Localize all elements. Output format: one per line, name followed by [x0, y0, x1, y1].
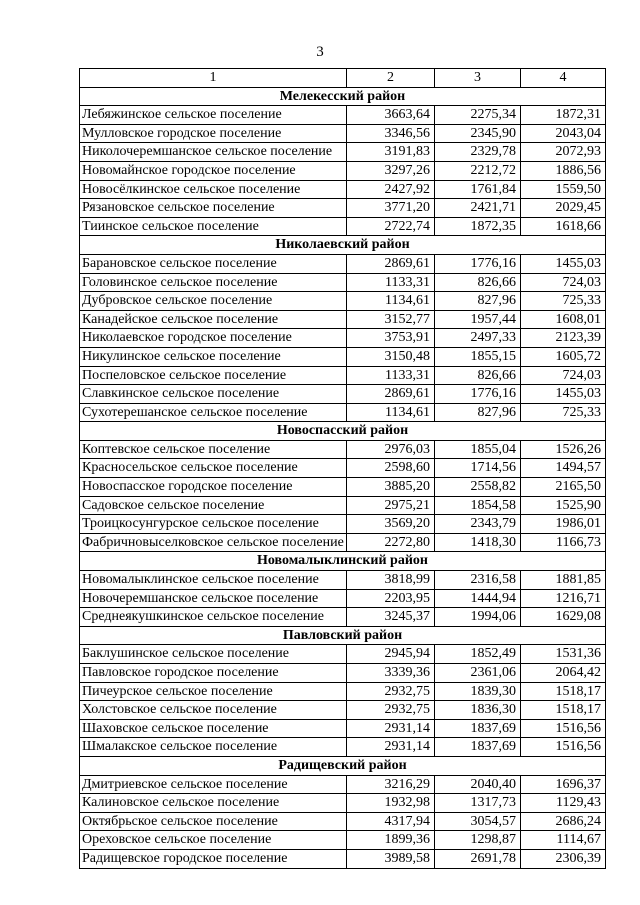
value-cell-col4: 725,33	[521, 292, 606, 311]
value-cell-col3: 827,96	[435, 292, 521, 311]
value-cell-col3: 826,66	[435, 366, 521, 385]
settlement-name-cell: Мулловское городское поселение	[80, 124, 347, 143]
page-number: 3	[316, 44, 324, 60]
column-header: 4	[521, 69, 606, 88]
value-cell-col3: 1839,30	[435, 682, 521, 701]
table-row	[80, 589, 606, 608]
table-row	[80, 775, 606, 794]
value-cell-col2: 1134,61	[347, 403, 435, 422]
value-cell-col2: 3339,36	[347, 664, 435, 683]
value-cell-col4: 724,03	[521, 366, 606, 385]
table-row	[80, 403, 606, 422]
value-cell-col3: 1957,44	[435, 310, 521, 329]
settlement-values-table	[79, 68, 606, 869]
table-row	[80, 738, 606, 757]
table-row	[80, 849, 606, 868]
value-cell-col2: 3150,48	[347, 347, 435, 366]
settlement-name-cell: Шаховское сельское поселение	[80, 719, 347, 738]
district-header-row	[80, 422, 606, 441]
settlement-name-cell: Красносельское сельское поселение	[80, 459, 347, 478]
district-header-row	[80, 236, 606, 255]
value-cell-col4: 1531,36	[521, 645, 606, 664]
table-row	[80, 515, 606, 534]
table-row	[80, 124, 606, 143]
value-cell-col2: 2598,60	[347, 459, 435, 478]
table-row	[80, 217, 606, 236]
value-cell-col4: 1216,71	[521, 589, 606, 608]
table-row	[80, 385, 606, 404]
value-cell-col3: 2212,72	[435, 161, 521, 180]
value-cell-col3: 1418,30	[435, 533, 521, 552]
value-cell-col3: 1852,49	[435, 645, 521, 664]
value-cell-col2: 3771,20	[347, 199, 435, 218]
settlement-name-cell: Дмитриевское сельское поселение	[80, 775, 347, 794]
value-cell-col2: 1932,98	[347, 794, 435, 813]
value-cell-col4: 725,33	[521, 403, 606, 422]
settlement-name-cell: Фабричновыселковское сельское поселение	[80, 533, 347, 552]
value-cell-col4: 1518,17	[521, 701, 606, 720]
value-cell-col3: 1837,69	[435, 719, 521, 738]
value-cell-col3: 1836,30	[435, 701, 521, 720]
table-row	[80, 273, 606, 292]
value-cell-col4: 1629,08	[521, 608, 606, 627]
value-cell-col3: 2497,33	[435, 329, 521, 348]
settlement-name-cell: Новоспасское городское поселение	[80, 478, 347, 497]
value-cell-col3: 2361,06	[435, 664, 521, 683]
settlement-name-cell: Шмалакское сельское поселение	[80, 738, 347, 757]
value-cell-col4: 1516,56	[521, 738, 606, 757]
settlement-name-cell: Поспеловское сельское поселение	[80, 366, 347, 385]
settlement-name-cell: Холстовское сельское поселение	[80, 701, 347, 720]
settlement-name-cell: Коптевское сельское поселение	[80, 440, 347, 459]
value-cell-col2: 2932,75	[347, 701, 435, 720]
table-row	[80, 310, 606, 329]
settlement-name-cell: Сухотерешанское сельское поселение	[80, 403, 347, 422]
value-cell-col3: 1994,06	[435, 608, 521, 627]
value-cell-col3: 1855,04	[435, 440, 521, 459]
table-row	[80, 143, 606, 162]
value-cell-col4: 2072,93	[521, 143, 606, 162]
value-cell-col4: 1516,56	[521, 719, 606, 738]
table-row	[80, 831, 606, 850]
settlement-name-cell: Новомайнское городское поселение	[80, 161, 347, 180]
district-name: Новомалыклинский район	[80, 552, 606, 571]
value-cell-col4: 1526,26	[521, 440, 606, 459]
value-cell-col4: 1696,37	[521, 775, 606, 794]
settlement-name-cell: Лебяжинское сельское поселение	[80, 106, 347, 125]
value-cell-col3: 2691,78	[435, 849, 521, 868]
value-cell-col3: 2329,78	[435, 143, 521, 162]
value-cell-col2: 2272,80	[347, 533, 435, 552]
value-cell-col2: 2722,74	[347, 217, 435, 236]
value-cell-col4: 1618,66	[521, 217, 606, 236]
table-row	[80, 571, 606, 590]
settlement-name-cell: Славкинское сельское поселение	[80, 385, 347, 404]
value-cell-col4: 1494,57	[521, 459, 606, 478]
settlement-name-cell: Среднеякушкинское сельское поселение	[80, 608, 347, 627]
value-cell-col2: 1899,36	[347, 831, 435, 850]
value-cell-col2: 3191,83	[347, 143, 435, 162]
table-row	[80, 440, 606, 459]
value-cell-col3: 1776,16	[435, 385, 521, 404]
value-cell-col4: 1455,03	[521, 385, 606, 404]
value-cell-col2: 1133,31	[347, 366, 435, 385]
column-header: 1	[80, 69, 347, 88]
table-row	[80, 292, 606, 311]
district-name: Николаевский район	[80, 236, 606, 255]
value-cell-col2: 2869,61	[347, 385, 435, 404]
value-cell-col2: 3885,20	[347, 478, 435, 497]
value-cell-col4: 1455,03	[521, 254, 606, 273]
value-cell-col2: 1134,61	[347, 292, 435, 311]
district-header-row	[80, 552, 606, 571]
value-cell-col4: 1605,72	[521, 347, 606, 366]
district-header-row	[80, 756, 606, 775]
table-row	[80, 366, 606, 385]
value-cell-col2: 1133,31	[347, 273, 435, 292]
table-row	[80, 478, 606, 497]
value-cell-col2: 2427,92	[347, 180, 435, 199]
value-cell-col4: 1129,43	[521, 794, 606, 813]
value-cell-col2: 2931,14	[347, 719, 435, 738]
settlement-name-cell: Тиинское сельское поселение	[80, 217, 347, 236]
value-cell-col3: 1872,35	[435, 217, 521, 236]
value-cell-col4: 2686,24	[521, 812, 606, 831]
settlement-name-cell: Канадейское сельское поселение	[80, 310, 347, 329]
value-cell-col3: 1837,69	[435, 738, 521, 757]
value-cell-col3: 2040,40	[435, 775, 521, 794]
district-name: Павловский район	[80, 626, 606, 645]
value-cell-col4: 2029,45	[521, 199, 606, 218]
value-cell-col3: 1855,15	[435, 347, 521, 366]
value-cell-col4: 2306,39	[521, 849, 606, 868]
settlement-name-cell: Рязановское сельское поселение	[80, 199, 347, 218]
value-cell-col4: 1886,56	[521, 161, 606, 180]
settlement-name-cell: Садовское сельское поселение	[80, 496, 347, 515]
table-row	[80, 533, 606, 552]
value-cell-col2: 2945,94	[347, 645, 435, 664]
district-name: Новоспасский район	[80, 422, 606, 441]
value-cell-col3: 3054,57	[435, 812, 521, 831]
settlement-name-cell: Новомалыклинское сельское поселение	[80, 571, 347, 590]
settlement-name-cell: Октябрьское сельское поселение	[80, 812, 347, 831]
settlement-name-cell: Николаевское городское поселение	[80, 329, 347, 348]
value-cell-col2: 3245,37	[347, 608, 435, 627]
value-cell-col2: 2931,14	[347, 738, 435, 757]
district-header-row	[80, 87, 606, 106]
value-cell-col2: 4317,94	[347, 812, 435, 831]
value-cell-col2: 3989,58	[347, 849, 435, 868]
table-header-row	[80, 69, 606, 88]
value-cell-col4: 1518,17	[521, 682, 606, 701]
value-cell-col4: 1608,01	[521, 310, 606, 329]
settlement-name-cell: Ореховское сельское поселение	[80, 831, 347, 850]
value-cell-col2: 3753,91	[347, 329, 435, 348]
value-cell-col4: 724,03	[521, 273, 606, 292]
table-row	[80, 794, 606, 813]
value-cell-col3: 1761,84	[435, 180, 521, 199]
district-name: Мелекесский район	[80, 87, 606, 106]
value-cell-col4: 1872,31	[521, 106, 606, 125]
value-cell-col3: 1714,56	[435, 459, 521, 478]
table-row	[80, 199, 606, 218]
value-cell-col4: 2165,50	[521, 478, 606, 497]
value-cell-col3: 1854,58	[435, 496, 521, 515]
value-cell-col4: 1559,50	[521, 180, 606, 199]
value-cell-col3: 1298,87	[435, 831, 521, 850]
value-cell-col3: 1317,73	[435, 794, 521, 813]
value-cell-col3: 2558,82	[435, 478, 521, 497]
settlement-name-cell: Троицкосунгурское сельское поселение	[80, 515, 347, 534]
value-cell-col2: 2932,75	[347, 682, 435, 701]
settlement-name-cell: Новочеремшанское сельское поселение	[80, 589, 347, 608]
column-header: 2	[347, 69, 435, 88]
value-cell-col4: 2064,42	[521, 664, 606, 683]
table-row	[80, 161, 606, 180]
value-cell-col2: 3297,26	[347, 161, 435, 180]
settlement-name-cell: Радищевское городское поселение	[80, 849, 347, 868]
settlement-name-cell: Павловское городское поселение	[80, 664, 347, 683]
value-cell-col2: 3152,77	[347, 310, 435, 329]
table-row	[80, 329, 606, 348]
value-cell-col2: 2869,61	[347, 254, 435, 273]
column-header: 3	[435, 69, 521, 88]
settlement-name-cell: Дубровское сельское поселение	[80, 292, 347, 311]
table-row	[80, 719, 606, 738]
table-row	[80, 180, 606, 199]
value-cell-col4: 2123,39	[521, 329, 606, 348]
table-row	[80, 664, 606, 683]
settlement-name-cell: Барановское сельское поселение	[80, 254, 347, 273]
value-cell-col2: 2975,21	[347, 496, 435, 515]
district-header-row	[80, 626, 606, 645]
table-row	[80, 254, 606, 273]
value-cell-col4: 1986,01	[521, 515, 606, 534]
value-cell-col2: 3663,64	[347, 106, 435, 125]
value-cell-col3: 826,66	[435, 273, 521, 292]
value-cell-col4: 2043,04	[521, 124, 606, 143]
value-cell-col2: 3216,29	[347, 775, 435, 794]
value-cell-col2: 2203,95	[347, 589, 435, 608]
value-cell-col3: 2421,71	[435, 199, 521, 218]
settlement-name-cell: Пичеурское сельское поселение	[80, 682, 347, 701]
settlement-name-cell: Николочеремшанское сельское поселение	[80, 143, 347, 162]
value-cell-col3: 2343,79	[435, 515, 521, 534]
settlement-name-cell: Калиновское сельское поселение	[80, 794, 347, 813]
settlement-name-cell: Новосёлкинское сельское поселение	[80, 180, 347, 199]
value-cell-col2: 3818,99	[347, 571, 435, 590]
table-row	[80, 645, 606, 664]
value-cell-col3: 1444,94	[435, 589, 521, 608]
table-row	[80, 106, 606, 125]
value-cell-col3: 1776,16	[435, 254, 521, 273]
value-cell-col2: 2976,03	[347, 440, 435, 459]
settlement-name-cell: Головинское сельское поселение	[80, 273, 347, 292]
table-row	[80, 701, 606, 720]
table-row	[80, 496, 606, 515]
value-cell-col4: 1881,85	[521, 571, 606, 590]
district-name: Радищевский район	[80, 756, 606, 775]
table-row	[80, 608, 606, 627]
value-cell-col4: 1525,90	[521, 496, 606, 515]
value-cell-col3: 2345,90	[435, 124, 521, 143]
settlement-name-cell: Никулинское сельское поселение	[80, 347, 347, 366]
table-row	[80, 682, 606, 701]
value-cell-col2: 3569,20	[347, 515, 435, 534]
value-cell-col4: 1166,73	[521, 533, 606, 552]
settlement-name-cell: Баклушинское сельское поселение	[80, 645, 347, 664]
value-cell-col3: 2275,34	[435, 106, 521, 125]
value-cell-col3: 2316,58	[435, 571, 521, 590]
table-row	[80, 812, 606, 831]
table-row	[80, 459, 606, 478]
value-cell-col2: 3346,56	[347, 124, 435, 143]
value-cell-col3: 827,96	[435, 403, 521, 422]
value-cell-col4: 1114,67	[521, 831, 606, 850]
table-row	[80, 347, 606, 366]
